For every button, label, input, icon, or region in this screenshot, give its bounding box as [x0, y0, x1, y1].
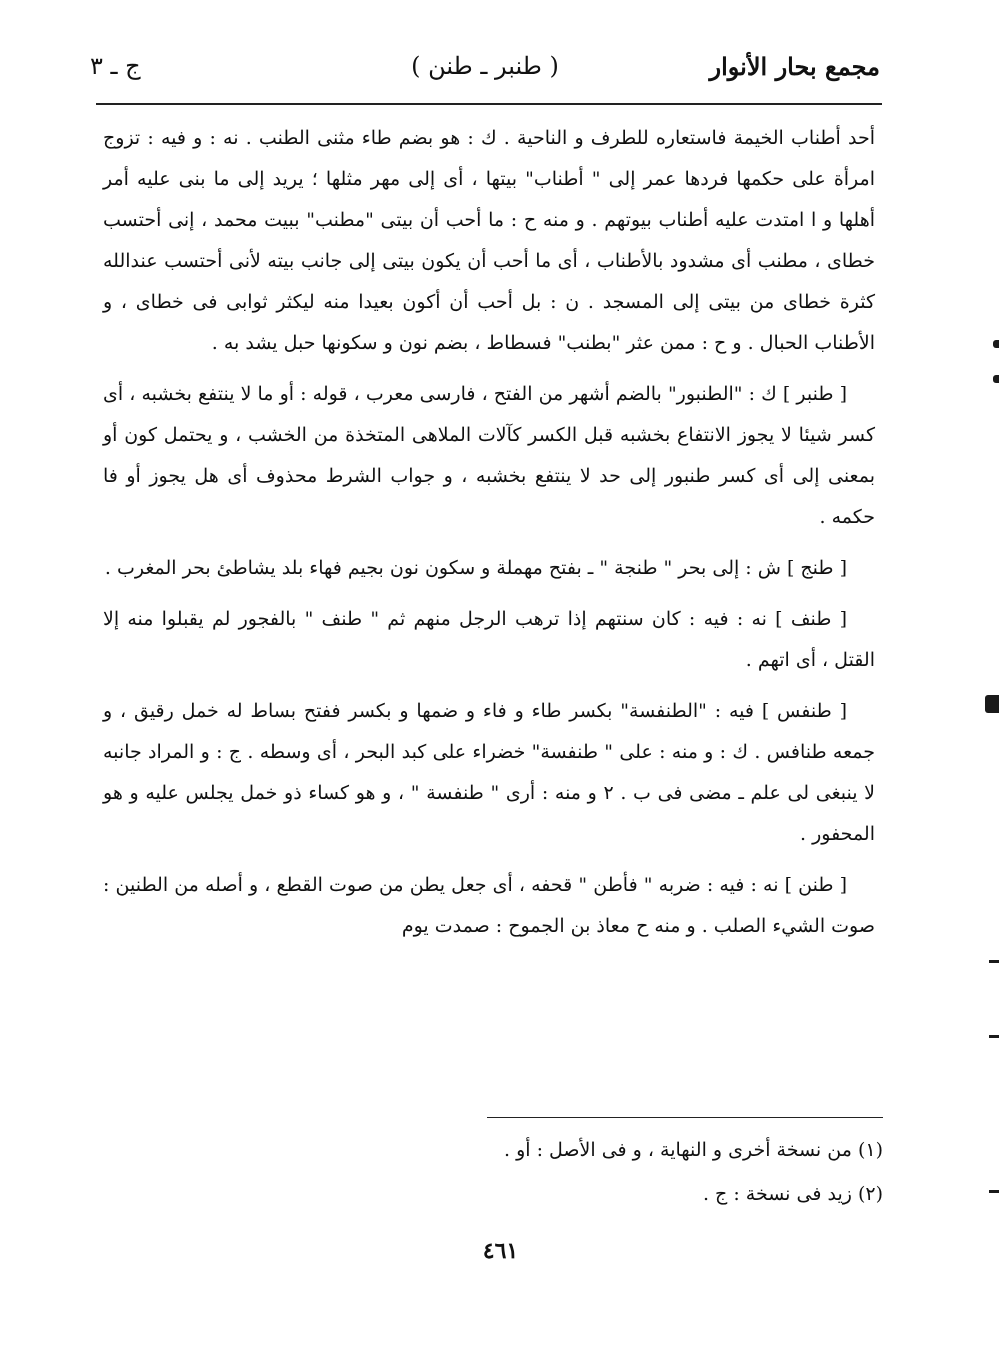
paragraph-tanan: [ طنن ] نه : فيه : ضربه " فأطن " قحفه ، أى جعل يطن من صوت القطع ، و أصله من الطنين : صوت الشيء الصلب . و منه ح معاذ بن الجموح : صمدت يوم — [103, 874, 875, 937]
footnote-2: (٢) زيد فى نسخة : ج . — [702, 1183, 883, 1205]
volume-number: ج ـ ٣ — [90, 52, 141, 80]
entry-range: ( طنبر ـ طنن ) — [411, 52, 559, 80]
paragraph-tanj: [ طنج ] ش : إلى بحر " طنجة " ـ بفتح مهملة و سكون نون بجيم فهاء بلد يشاطئ بحر المغرب . — [104, 557, 847, 579]
margin-mark — [989, 1035, 999, 1038]
margin-mark — [993, 375, 999, 383]
page-number: ٤٦١ — [482, 1238, 519, 1264]
margin-mark — [989, 960, 999, 963]
footnote-rule — [487, 1117, 883, 1118]
main-text — [103, 118, 875, 957]
paragraph-tanab: أحد أطناب الخيمة فاستعاره للطرف و الناحية . ك : هو بضم طاء مثنى الطنب . نه : و فيه : تزوج امرأة على حكمها فردها عمر إلى " أطناب" بيتها ، أى إلى مهر مثلها ؛ يريد إلى ما بنى عليه أمر أهلها و ا امتدت عليه أطناب بيوتهم . و منه ح : ما أحب أن بيتى "مطنب" ببيت محمد ، إنى أحتسب خطاى ، مطنب أى مشدود بالأطناب ، أى ما أحب أن يكون بيتى إلى جانب بيته لأنى أحتسب عندالله كثرة خطاى من بيتى إلى المسجد . ن : بل أحب أن أكون بعيدا منه ليكثر ثوابى فى خطاى ، و الأطناب الحبال . و ح : ممن عثر "بطنب" فسطاط ، بضم نون و سكونها حبل يشد به . — [103, 127, 876, 354]
margin-mark — [993, 340, 999, 348]
footnote-1: (١) من نسخة أخرى و النهاية ، و فى الأصل : أو . — [504, 1139, 883, 1161]
footnotes — [487, 1128, 883, 1216]
running-head — [90, 52, 880, 96]
margin-mark — [989, 1190, 999, 1193]
paragraph-tanfas: [ طنفس ] فيه : "الطنفسة" بكسر طاء و فاء و ضمها و بكسر ففتح بساط له خمل رقيق ، و جمعه طنافس . ك : و منه : على " طنفسة" خضراء على كبد البحر ، أى وسطه . ج : و المراد جانبه لا ينبغى لى علم ـ مضى فى ب . ٢ و منه : أرى " طنفسة " ، و هو كساء ذو خمل يجلس عليه و هو المحفور . — [103, 700, 876, 845]
margin-mark — [985, 695, 999, 713]
header-rule — [96, 103, 882, 105]
book-title: مجمع بحار الأنوار — [709, 52, 880, 81]
paragraph-tanf: [ طنف ] نه : فيه : كان سنتهم إذا ترهب الرجل منهم ثم " طنف " بالفجور لم يقبلوا منه إلا القتل ، أى اتهم . — [103, 608, 875, 671]
paragraph-tanbar: [ طنبر ] ك : "الطنبور" بالضم أشهر من الفتح ، فارسى معرب ، قوله : أو ما لا ينتفع بخشبه ، أى كسر شيئا لا يجوز الانتفاع بخشبه قبل الكسر كآلات الملاهى المتخذة من الخشب ، و يحتمل كون أو بمعنى إلى أى كسر طنبور إلى حد لا ينتفع بخشبه ، و جواب الشرط محذوف أى هل يجوز أو فا حكمه . — [103, 383, 875, 528]
